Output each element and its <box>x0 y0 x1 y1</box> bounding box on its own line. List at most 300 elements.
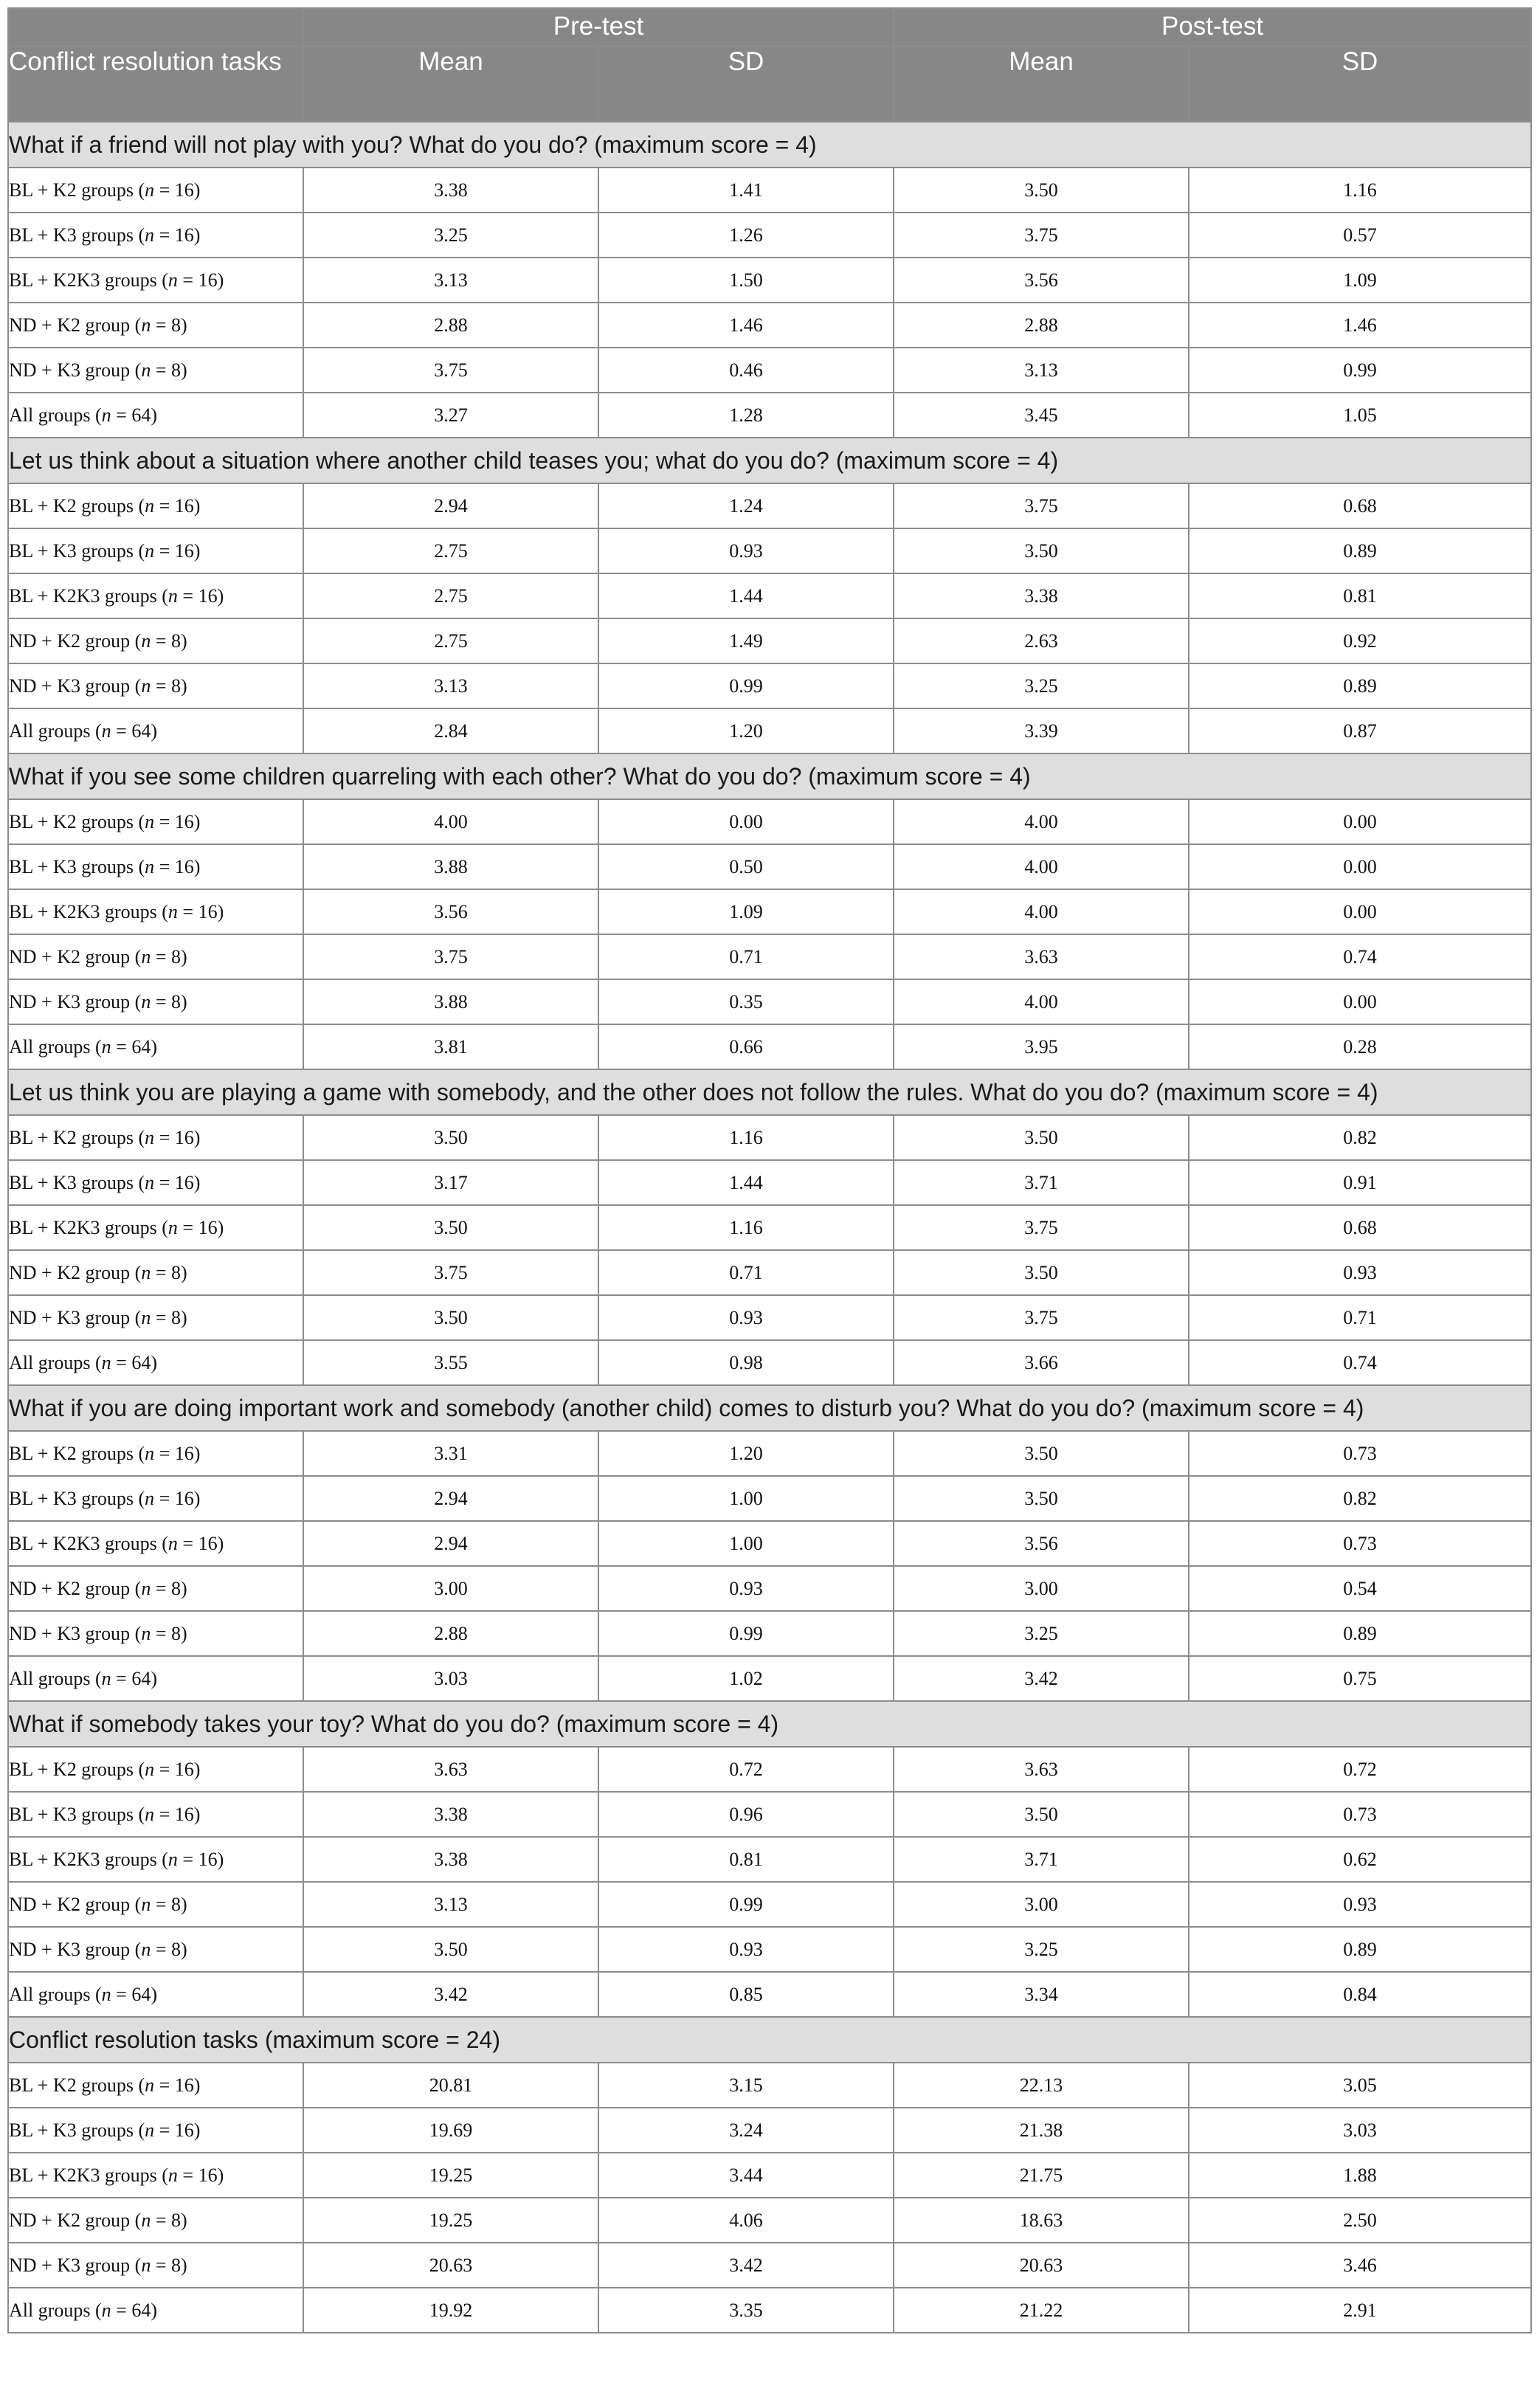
table-row <box>8 528 1531 573</box>
sample-size-value: = 8) <box>151 1622 187 1644</box>
pre-sd-cell: 1.16 <box>598 1115 894 1160</box>
sample-size-symbol: n <box>141 1306 151 1328</box>
post-mean-cell: 3.25 <box>894 1611 1189 1656</box>
sample-size-symbol: n <box>101 1983 111 2005</box>
group-label-text: ND + K2 group ( <box>9 1577 142 1599</box>
post-sd-cell: 0.54 <box>1189 1566 1531 1611</box>
table-row <box>8 483 1531 528</box>
first-column-header: Conflict resolution tasks <box>8 46 303 122</box>
post-sd-cell: 0.73 <box>1189 1431 1531 1476</box>
post-mean-cell: 3.71 <box>894 1837 1189 1882</box>
group-label <box>8 1431 303 1476</box>
group-label-text: BL + K2K3 groups ( <box>9 1848 168 1870</box>
table-row <box>8 1972 1531 2017</box>
sample-size-symbol: n <box>101 2299 111 2321</box>
post-sd-cell: 0.87 <box>1189 708 1531 753</box>
post-sd-cell: 0.89 <box>1189 1927 1531 1972</box>
table-row <box>8 708 1531 753</box>
group-label <box>8 2243 303 2288</box>
pre-mean-cell: 3.88 <box>303 979 598 1024</box>
sample-size-symbol: n <box>141 1893 151 1915</box>
pre-sd-cell: 0.00 <box>598 799 894 844</box>
group-label <box>8 573 303 618</box>
post-mean-cell: 3.50 <box>894 168 1189 213</box>
sample-size-symbol: n <box>141 359 151 381</box>
table-row <box>8 1792 1531 1837</box>
group-label-text: BL + K3 groups ( <box>9 1487 145 1509</box>
pre-sd-cell: 3.42 <box>598 2243 894 2288</box>
post-sd-cell: 0.93 <box>1189 1882 1531 1927</box>
group-label-text: ND + K3 group ( <box>9 1622 142 1644</box>
sample-size-value: = 8) <box>151 1306 187 1328</box>
sample-size-value: = 64) <box>111 1351 157 1373</box>
section-title: Conflict resolution tasks (maximum score = 24) <box>8 2017 1531 2063</box>
sample-size-symbol: n <box>145 1442 155 1464</box>
group-label-text: ND + K3 group ( <box>9 990 142 1013</box>
group-label-text: BL + K3 groups ( <box>9 855 145 877</box>
pre-sd-cell: 0.46 <box>598 348 894 393</box>
pre-sd-cell: 1.20 <box>598 708 894 753</box>
group-label <box>8 1024 303 1069</box>
sample-size-symbol: n <box>141 990 151 1013</box>
sample-size-symbol: n <box>141 1938 151 1960</box>
group-label-text: All groups ( <box>9 2299 102 2321</box>
pre-mean-cell: 19.25 <box>303 2153 598 2198</box>
section-title: What if you are doing important work and somebody (another child) comes to disturb you? What do you do? (maximum score = 4) <box>8 1385 1531 1431</box>
group-label-text: BL + K3 groups ( <box>9 1171 145 1193</box>
post-sd-cell: 0.57 <box>1189 213 1531 258</box>
post-sd-cell: 0.84 <box>1189 1972 1531 2017</box>
group-label-text: BL + K2 groups ( <box>9 1442 145 1464</box>
post-mean-cell: 3.56 <box>894 258 1189 303</box>
group-label <box>8 799 303 844</box>
post-mean-cell: 3.50 <box>894 1431 1189 1476</box>
pre-sd-cell: 3.35 <box>598 2288 894 2333</box>
pre-mean-cell: 2.75 <box>303 528 598 573</box>
sample-size-symbol: n <box>141 1577 151 1599</box>
sample-size-value: = 16) <box>177 1532 224 1554</box>
results-table <box>7 7 1532 2333</box>
sample-size-symbol: n <box>145 1126 155 1148</box>
sample-size-value: = 64) <box>111 1983 157 2005</box>
sample-size-value: = 64) <box>111 2299 157 2321</box>
group-label <box>8 2063 303 2108</box>
pre-mean-cell: 20.63 <box>303 2243 598 2288</box>
post-mean-cell: 21.38 <box>894 2108 1189 2153</box>
sample-size-value: = 8) <box>151 1261 187 1283</box>
group-label <box>8 1476 303 1521</box>
post-sd-cell: 0.73 <box>1189 1521 1531 1566</box>
table-row <box>8 1837 1531 1882</box>
table-row <box>8 1927 1531 1972</box>
table-row <box>8 618 1531 663</box>
post-mean-cell: 4.00 <box>894 979 1189 1024</box>
sample-size-value: = 16) <box>177 1848 224 1870</box>
post-sd-cell: 3.05 <box>1189 2063 1531 2108</box>
table-row <box>8 2243 1531 2288</box>
table-row <box>8 1611 1531 1656</box>
table-row <box>8 258 1531 303</box>
sample-size-value: = 16) <box>177 900 224 922</box>
section-title: Let us think about a situation where another child teases you; what do you do? (maximum score = 4) <box>8 438 1531 483</box>
sample-size-value: = 16) <box>177 1216 224 1238</box>
table-row <box>8 2063 1531 2108</box>
sample-size-symbol: n <box>141 1622 151 1644</box>
pre-sd-cell: 0.66 <box>598 1024 894 1069</box>
pre-sd-cell: 0.85 <box>598 1972 894 2017</box>
sample-size-symbol: n <box>168 1216 178 1238</box>
pre-mean-cell: 3.75 <box>303 1250 598 1295</box>
pre-mean-cell: 3.55 <box>303 1340 598 1385</box>
group-label-text: All groups ( <box>9 1983 102 2005</box>
pre-sd-cell: 3.24 <box>598 2108 894 2153</box>
post-mean-cell: 3.13 <box>894 348 1189 393</box>
group-label <box>8 618 303 663</box>
post-sd-cell: 0.68 <box>1189 483 1531 528</box>
section-row <box>8 122 1531 168</box>
group-label <box>8 483 303 528</box>
table-row <box>8 1205 1531 1250</box>
pre-sd-cell: 1.26 <box>598 213 894 258</box>
sample-size-symbol: n <box>141 2209 151 2231</box>
group-label-text: BL + K2 groups ( <box>9 1126 145 1148</box>
post-mean-cell: 3.50 <box>894 1792 1189 1837</box>
sample-size-symbol: n <box>145 494 155 517</box>
group-label-text: BL + K2 groups ( <box>9 2074 145 2096</box>
group-label-text: BL + K2K3 groups ( <box>9 2164 168 2186</box>
pre-mean-cell: 3.81 <box>303 1024 598 1069</box>
sample-size-value: = 8) <box>151 1893 187 1915</box>
pre-sd-cell: 1.20 <box>598 1431 894 1476</box>
pre-sd-cell: 0.99 <box>598 663 894 708</box>
post-mean-cell: 3.38 <box>894 573 1189 618</box>
group-label <box>8 1792 303 1837</box>
table-row <box>8 934 1531 979</box>
post-sd-cell: 0.74 <box>1189 934 1531 979</box>
post-mean-cell: 3.50 <box>894 1476 1189 1521</box>
pre-sd-cell: 0.99 <box>598 1611 894 1656</box>
pre-mean-cell: 3.27 <box>303 393 598 438</box>
pre-mean-cell: 3.38 <box>303 168 598 213</box>
sample-size-symbol: n <box>168 1532 178 1554</box>
sample-size-symbol: n <box>145 810 155 832</box>
pre-sd-cell: 1.16 <box>598 1205 894 1250</box>
section-title: What if a friend will not play with you? What do you do? (maximum score = 4) <box>8 122 1531 168</box>
post-sd-cell: 0.81 <box>1189 573 1531 618</box>
group-label-text: BL + K2K3 groups ( <box>9 900 168 922</box>
post-sd-cell: 0.00 <box>1189 844 1531 889</box>
group-label-text: All groups ( <box>9 1667 102 1689</box>
group-label-text: BL + K2K3 groups ( <box>9 1532 168 1554</box>
group-label-text: BL + K2 groups ( <box>9 1758 145 1780</box>
sample-size-symbol: n <box>168 584 178 607</box>
group-label <box>8 1972 303 2017</box>
table-row <box>8 2108 1531 2153</box>
pre-mean-cell: 3.50 <box>303 1205 598 1250</box>
pre-mean-cell: 2.94 <box>303 1476 598 1521</box>
pre-sd-cell: 0.98 <box>598 1340 894 1385</box>
sample-size-symbol: n <box>101 404 111 426</box>
pre-sd-cell: 0.96 <box>598 1792 894 1837</box>
post-mean-header: Mean <box>894 46 1189 122</box>
group-label <box>8 2198 303 2243</box>
sample-size-value: = 8) <box>151 990 187 1013</box>
pre-mean-cell: 3.13 <box>303 663 598 708</box>
post-mean-cell: 4.00 <box>894 889 1189 934</box>
pre-sd-cell: 0.50 <box>598 844 894 889</box>
group-label-text: ND + K2 group ( <box>9 1893 142 1915</box>
post-sd-cell: 0.82 <box>1189 1115 1531 1160</box>
group-label-text: BL + K3 groups ( <box>9 2119 145 2141</box>
post-mean-cell: 3.25 <box>894 663 1189 708</box>
table-row <box>8 573 1531 618</box>
group-label-text: ND + K3 group ( <box>9 2254 142 2276</box>
post-sd-cell: 0.00 <box>1189 979 1531 1024</box>
group-label <box>8 663 303 708</box>
table-row <box>8 168 1531 213</box>
pre-sd-cell: 0.35 <box>598 979 894 1024</box>
post-sd-cell: 0.92 <box>1189 618 1531 663</box>
pre-mean-header: Mean <box>303 46 598 122</box>
sample-size-symbol: n <box>101 720 111 742</box>
pre-mean-cell: 2.88 <box>303 303 598 348</box>
pre-sd-cell: 1.41 <box>598 168 894 213</box>
sample-size-value: = 64) <box>111 1035 157 1058</box>
group-label-text: BL + K3 groups ( <box>9 224 145 246</box>
table-row <box>8 1115 1531 1160</box>
group-label-text: ND + K3 group ( <box>9 359 142 381</box>
post-mean-cell: 3.63 <box>894 1747 1189 1792</box>
sample-size-value: = 16) <box>154 855 201 877</box>
group-label <box>8 1115 303 1160</box>
section-title: Let us think you are playing a game with somebody, and the other does not follow the rules. What do you do? (maximum score = 4) <box>8 1069 1531 1115</box>
group-label <box>8 2153 303 2198</box>
group-label <box>8 1656 303 1701</box>
sample-size-symbol: n <box>145 1758 155 1780</box>
sample-size-value: = 16) <box>154 2074 201 2096</box>
post-sd-cell: 0.71 <box>1189 1295 1531 1340</box>
pre-sd-cell: 3.44 <box>598 2153 894 2198</box>
group-label-text: BL + K2K3 groups ( <box>9 584 168 607</box>
table-row <box>8 1476 1531 1521</box>
post-mean-cell: 18.63 <box>894 2198 1189 2243</box>
pre-mean-cell: 3.25 <box>303 213 598 258</box>
sample-size-value: = 64) <box>111 720 157 742</box>
header-blank-cell <box>8 8 303 46</box>
group-label <box>8 528 303 573</box>
group-label <box>8 1747 303 1792</box>
post-sd-cell: 0.00 <box>1189 889 1531 934</box>
pre-mean-cell: 3.42 <box>303 1972 598 2017</box>
post-mean-cell: 21.75 <box>894 2153 1189 2198</box>
pre-sd-cell: 0.99 <box>598 1882 894 1927</box>
pre-sd-cell: 1.00 <box>598 1521 894 1566</box>
sample-size-value: = 16) <box>154 1758 201 1780</box>
pre-mean-cell: 3.63 <box>303 1747 598 1792</box>
group-label <box>8 979 303 1024</box>
post-mean-cell: 20.63 <box>894 2243 1189 2288</box>
pre-sd-cell: 1.02 <box>598 1656 894 1701</box>
table-row <box>8 2198 1531 2243</box>
group-label-text: All groups ( <box>9 1035 102 1058</box>
pre-sd-cell: 0.93 <box>598 1295 894 1340</box>
table-row <box>8 799 1531 844</box>
table-row <box>8 393 1531 438</box>
sample-size-symbol: n <box>168 2164 178 2186</box>
table-row <box>8 303 1531 348</box>
pre-sd-cell: 0.81 <box>598 1837 894 1882</box>
sample-size-symbol: n <box>145 855 155 877</box>
sample-size-symbol: n <box>101 1351 111 1373</box>
group-label <box>8 1295 303 1340</box>
sample-size-symbol: n <box>141 629 151 652</box>
pre-sd-cell: 1.44 <box>598 573 894 618</box>
sample-size-value: = 8) <box>151 2209 187 2231</box>
sample-size-value: = 64) <box>111 1667 157 1689</box>
section-title: What if somebody takes your toy? What do you do? (maximum score = 4) <box>8 1701 1531 1747</box>
pre-mean-cell: 3.00 <box>303 1566 598 1611</box>
post-sd-cell: 0.75 <box>1189 1656 1531 1701</box>
post-mean-cell: 21.22 <box>894 2288 1189 2333</box>
post-mean-cell: 3.00 <box>894 1566 1189 1611</box>
sample-size-symbol: n <box>168 1848 178 1870</box>
group-label <box>8 1882 303 1927</box>
pre-mean-cell: 3.75 <box>303 348 598 393</box>
post-mean-cell: 3.42 <box>894 1656 1189 1701</box>
sample-size-value: = 16) <box>154 494 201 517</box>
sample-size-value: = 8) <box>151 675 187 697</box>
group-label-text: ND + K2 group ( <box>9 1261 142 1283</box>
group-label <box>8 2108 303 2153</box>
pre-sd-cell: 0.93 <box>598 528 894 573</box>
pre-sd-cell: 1.44 <box>598 1160 894 1205</box>
group-label <box>8 168 303 213</box>
post-mean-cell: 3.75 <box>894 213 1189 258</box>
post-sd-cell: 1.09 <box>1189 258 1531 303</box>
post-mean-cell: 3.45 <box>894 393 1189 438</box>
pre-sd-cell: 0.71 <box>598 934 894 979</box>
group-label-text: ND + K2 group ( <box>9 2209 142 2231</box>
pre-mean-cell: 2.88 <box>303 1611 598 1656</box>
post-mean-cell: 3.56 <box>894 1521 1189 1566</box>
pre-sd-cell: 1.49 <box>598 618 894 663</box>
section-row <box>8 1385 1531 1431</box>
table-row <box>8 1160 1531 1205</box>
pre-mean-cell: 19.69 <box>303 2108 598 2153</box>
pre-mean-cell: 3.38 <box>303 1837 598 1882</box>
pre-sd-cell: 1.24 <box>598 483 894 528</box>
group-label <box>8 2288 303 2333</box>
sample-size-symbol: n <box>101 1667 111 1689</box>
sample-size-symbol: n <box>101 1035 111 1058</box>
post-mean-cell: 3.71 <box>894 1160 1189 1205</box>
sample-size-symbol: n <box>141 945 151 967</box>
sample-size-symbol: n <box>141 1261 151 1283</box>
group-label <box>8 213 303 258</box>
post-sd-cell: 0.99 <box>1189 348 1531 393</box>
group-label-text: ND + K2 group ( <box>9 945 142 967</box>
sample-size-value: = 16) <box>154 810 201 832</box>
group-label-text: All groups ( <box>9 1351 102 1373</box>
post-sd-cell: 0.82 <box>1189 1476 1531 1521</box>
pre-sd-cell: 1.09 <box>598 889 894 934</box>
group-label <box>8 258 303 303</box>
group-label-text: All groups ( <box>9 404 102 426</box>
post-sd-cell: 0.62 <box>1189 1837 1531 1882</box>
table-row <box>8 2288 1531 2333</box>
section-row <box>8 753 1531 799</box>
post-mean-cell: 2.88 <box>894 303 1189 348</box>
header-row-2 <box>8 46 1531 122</box>
group-label <box>8 393 303 438</box>
pre-mean-cell: 3.75 <box>303 934 598 979</box>
sample-size-value: = 8) <box>151 359 187 381</box>
pre-sd-cell: 4.06 <box>598 2198 894 2243</box>
post-test-header: Post-test <box>894 8 1531 46</box>
pre-sd-cell: 1.00 <box>598 1476 894 1521</box>
sample-size-value: = 64) <box>111 404 157 426</box>
table-row <box>8 1747 1531 1792</box>
table-row <box>8 1024 1531 1069</box>
post-mean-cell: 3.00 <box>894 1882 1189 1927</box>
pre-mean-cell: 3.56 <box>303 889 598 934</box>
pre-mean-cell: 3.03 <box>303 1656 598 1701</box>
post-sd-cell: 0.28 <box>1189 1024 1531 1069</box>
post-sd-cell: 0.73 <box>1189 1792 1531 1837</box>
sample-size-symbol: n <box>145 539 155 562</box>
sample-size-symbol: n <box>145 1171 155 1193</box>
sample-size-value: = 16) <box>154 2119 201 2141</box>
sample-size-symbol: n <box>145 2119 155 2141</box>
post-mean-cell: 4.00 <box>894 799 1189 844</box>
post-sd-header: SD <box>1189 46 1531 122</box>
pre-mean-cell: 3.50 <box>303 1115 598 1160</box>
table-row <box>8 663 1531 708</box>
section-row <box>8 1069 1531 1115</box>
pre-sd-cell: 3.15 <box>598 2063 894 2108</box>
post-mean-cell: 3.25 <box>894 1927 1189 1972</box>
post-sd-cell: 1.05 <box>1189 393 1531 438</box>
sample-size-value: = 16) <box>177 584 224 607</box>
sample-size-value: = 16) <box>154 1171 201 1193</box>
table-row <box>8 979 1531 1024</box>
group-label <box>8 303 303 348</box>
post-mean-cell: 4.00 <box>894 844 1189 889</box>
pre-mean-cell: 3.17 <box>303 1160 598 1205</box>
group-label-text: BL + K2K3 groups ( <box>9 269 168 291</box>
post-mean-cell: 3.95 <box>894 1024 1189 1069</box>
pre-mean-cell: 20.81 <box>303 2063 598 2108</box>
post-mean-cell: 3.63 <box>894 934 1189 979</box>
group-label <box>8 1250 303 1295</box>
pre-sd-header: SD <box>598 46 894 122</box>
pre-mean-cell: 3.50 <box>303 1927 598 1972</box>
sample-size-value: = 8) <box>151 629 187 652</box>
sample-size-symbol: n <box>168 269 178 291</box>
pre-test-header: Pre-test <box>303 8 894 46</box>
pre-sd-cell: 0.93 <box>598 1927 894 1972</box>
pre-mean-cell: 2.94 <box>303 1521 598 1566</box>
post-mean-cell: 3.75 <box>894 483 1189 528</box>
group-label-text: BL + K2 groups ( <box>9 179 145 201</box>
table-row <box>8 1250 1531 1295</box>
section-row <box>8 438 1531 483</box>
post-sd-cell: 0.68 <box>1189 1205 1531 1250</box>
pre-sd-cell: 1.46 <box>598 303 894 348</box>
post-sd-cell: 0.72 <box>1189 1747 1531 1792</box>
group-label <box>8 889 303 934</box>
table-row <box>8 1521 1531 1566</box>
